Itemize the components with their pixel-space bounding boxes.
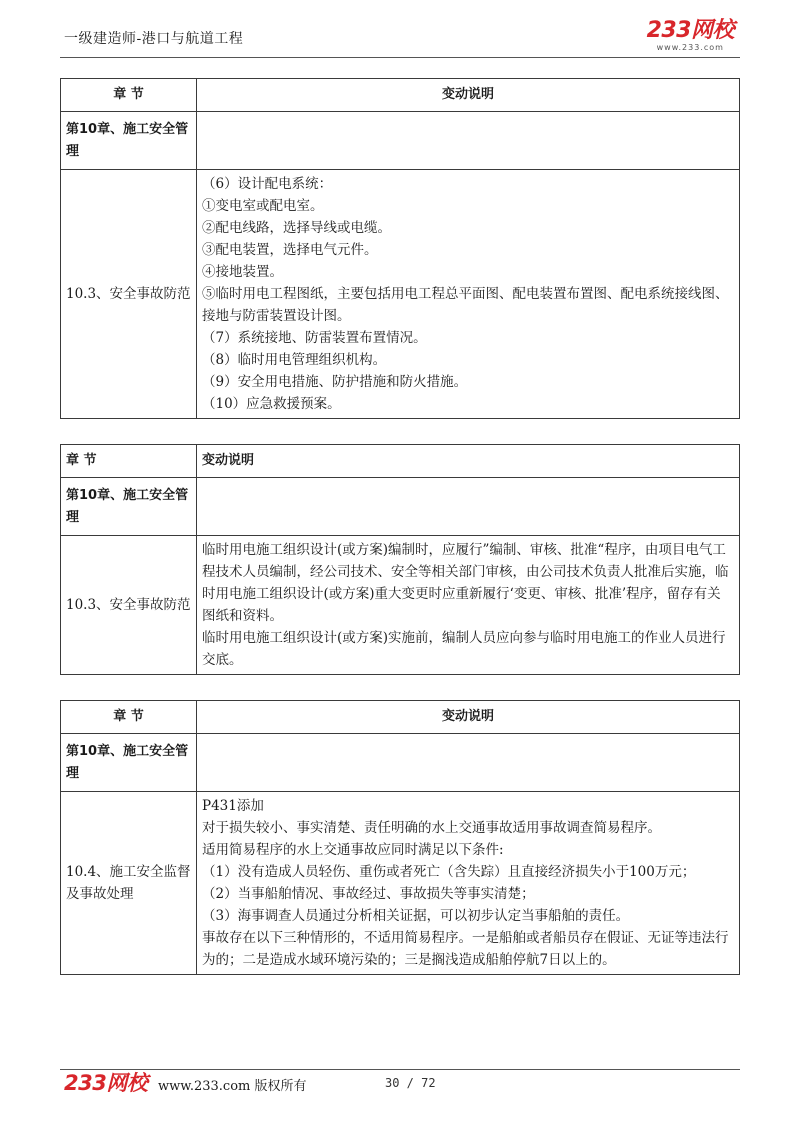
- section-cell: 10.3、安全事故防范: [61, 170, 197, 419]
- description-line: （6）设计配电系统：: [202, 176, 333, 192]
- description-line: 临时用电施工组织设计(或方案)实施前，编制人员应向参与临时用电施工的作业人员进行交底。: [202, 630, 726, 668]
- description-line: 适用简易程序的水上交通事故应同时满足以下条件:: [202, 842, 504, 858]
- description-line: ②配电线路，选择导线或电缆。: [202, 220, 391, 236]
- column-header-change: 变动说明: [197, 79, 740, 112]
- change-description-cell: [197, 536, 740, 675]
- description-line: ⑤临时用电工程图纸，主要包括用电工程总平面图、配电装置布置图、配电系统接线图、接地与防雷装置设计图。: [202, 286, 729, 324]
- chapter-cell: 第10章、施工安全管理: [61, 112, 197, 170]
- column-header-chapter: 章 节: [61, 79, 197, 112]
- description-line: （10）应急救援预案。: [202, 396, 341, 412]
- column-header-change: 变动说明: [197, 701, 740, 734]
- chapter-cell: 第10章、施工安全管理: [61, 734, 197, 792]
- column-header-chapter: 章 节: [61, 701, 197, 734]
- description-line: （2）当事船舶情况、事故经过、事故损失等事实清楚；: [202, 886, 535, 902]
- description-line: 对于损失较小、事实清楚、责任明确的水上交通事故适用事故调查简易程序。: [202, 820, 661, 836]
- description-line: （1）没有造成人员轻伤、重伤或者死亡（含失踪）且直接经济损失小于100万元；: [202, 864, 696, 880]
- document-title: 一级建造师-港口与航道工程: [64, 31, 244, 47]
- chapter-empty-cell: [197, 478, 740, 536]
- description-line: （8）临时用电管理组织机构。: [202, 352, 387, 368]
- brand-logo-text: 233网校: [646, 18, 734, 43]
- chapter-empty-cell: [197, 734, 740, 792]
- description-line: 事故存在以下三种情形的，不适用简易程序。一是船舶或者船员存在假证、无证等违法行为的；二是造成水域环境污染的；三是搁浅造成船舶停航7日以上的。: [202, 930, 729, 968]
- chapter-empty-cell: [197, 112, 740, 170]
- change-description-cell: [197, 792, 740, 975]
- description-line: （9）安全用电措施、防护措施和防火措施。: [202, 374, 468, 390]
- footer-divider: [60, 1069, 740, 1070]
- footer-logo-text: 233网校: [64, 1071, 148, 1095]
- description-line: 临时用电施工组织设计(或方案)编制时，应履行”编制、审核、批准“程序，由项目电气工程技术人员编制，经公司技术、安全等相关部门审核，由公司技术负责人批准后实施，临时用电施工组织设计(或方案)重大变更时应重新履行‘变更、审核、批准’程序，留存有关图纸和资料。: [202, 542, 729, 624]
- description-line: （3）海事调查人员通过分析相关证据，可以初步认定当事船舶的责任。: [202, 908, 630, 924]
- change-table-2: [60, 444, 740, 675]
- section-row: [61, 792, 740, 975]
- description-line: ③配电装置，选择电气元件。: [202, 242, 378, 258]
- description-line: （7）系统接地、防雷装置布置情况。: [202, 330, 427, 346]
- section-row: [61, 536, 740, 675]
- change-table-1: [60, 78, 740, 419]
- change-table-3: [60, 700, 740, 975]
- description-line: P431添加: [202, 798, 264, 814]
- brand-logo: [647, 20, 734, 52]
- footer-brand-logo: [64, 1072, 147, 1094]
- section-cell: 10.4、施工安全监督及事故处理: [61, 792, 197, 975]
- table-header-row: [61, 445, 740, 478]
- chapter-row: [61, 734, 740, 792]
- column-header-change: 变动说明: [197, 445, 740, 478]
- section-row: [61, 170, 740, 419]
- chapter-row: [61, 112, 740, 170]
- section-cell: 10.3、安全事故防范: [61, 536, 197, 675]
- description-line: ④接地装置。: [202, 264, 283, 280]
- chapter-row: [61, 478, 740, 536]
- page-number: 30 / 72: [385, 1076, 436, 1090]
- table-header-row: [61, 79, 740, 112]
- table-header-row: [61, 701, 740, 734]
- chapter-cell: 第10章、施工安全管理: [61, 478, 197, 536]
- column-header-chapter: 章 节: [61, 445, 197, 478]
- change-description-cell: [197, 170, 740, 419]
- description-line: ①变电室或配电室。: [202, 198, 324, 214]
- header-divider: [60, 57, 740, 58]
- brand-logo-url: www.233.com: [656, 43, 724, 52]
- footer-copyright: www.233.com 版权所有: [158, 1079, 307, 1094]
